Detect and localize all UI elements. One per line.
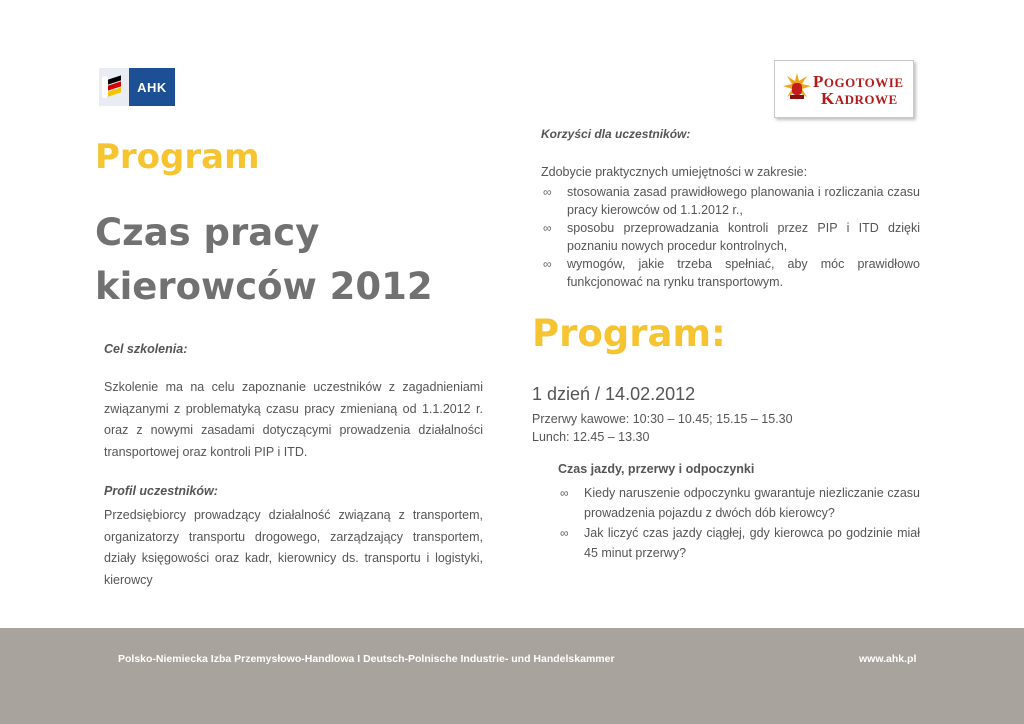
infinity-bullet-icon: ∞: [560, 526, 569, 540]
czas-list: [558, 483, 920, 563]
break-times: [532, 410, 793, 446]
coffee-breaks: Przerwy kawowe: 10:30 – 10.45; 15.15 – 15.30: [532, 412, 793, 426]
infinity-bullet-icon: ∞: [543, 257, 552, 271]
list-item: ∞ sposobu przeprowadzania kontroli przez PIP i ITD dzięki poznaniu nowych procedur kontrolnych,: [543, 221, 920, 253]
infinity-bullet-icon: ∞: [543, 185, 552, 199]
lunch-time: Lunch: 12.45 – 13.30: [532, 430, 650, 444]
profil-heading: Profil uczestników:: [104, 484, 218, 498]
pogotowie-kadrowe-logo: [774, 60, 914, 118]
program-schedule-title: Program:: [532, 312, 726, 355]
main-title-line2: kierowców 2012: [95, 265, 433, 308]
infinity-bullet-icon: ∞: [560, 486, 569, 500]
korzysci-heading: Korzyści dla uczestników:: [541, 127, 691, 141]
cel-heading: Cel szkolenia:: [104, 342, 188, 356]
siren-icon: [783, 73, 811, 103]
ahk-logo: [99, 68, 175, 106]
list-item: ∞ stosowania zasad prawidłowego planowania i rozliczania czasu pracy kierowców od 1.1.2012 r.,: [543, 185, 920, 217]
list-item: ∞ wymogów, jakie trzeba spełniać, aby móc prawidłowo funkcjonować na rynku transportowym.: [543, 257, 920, 289]
profil-text: Przedsiębiorcy prowadzący działalność związaną z transportem, organizatorzy transportu drogowego, zarządzający transportem, działy księgowości oraz kadr, kierownicy ds. transportu i logistyki, kierowcy: [104, 508, 483, 587]
cel-text: Szkolenie ma na celu zapoznanie uczestników z zagadnieniami związanymi z problematyką czasu pracy zmienianą od 1.1.2012 r. oraz z nowymi zasadami dotyczącymi prowadzenia działalności transportowej oraz kontroli PIP i ITD.: [104, 380, 483, 459]
list-item: ∞ Jak liczyć czas jazdy ciągłej, gdy kierowca po godzinie miał 45 minut przerwy?: [558, 523, 920, 563]
footer-website-link[interactable]: www.ahk.pl: [859, 653, 917, 665]
footer-chamber-name: Polsko-Niemiecka Izba Przemysłowo-Handlowa I Deutsch-Polnische Industrie- und Handelskammer: [118, 653, 615, 665]
day-title: 1 dzień / 14.02.2012: [532, 384, 696, 404]
korzysci-list: [541, 183, 920, 291]
footer: [0, 628, 1024, 724]
pk-logo-line2: KADROWE: [821, 89, 898, 108]
ahk-logo-text: AHK: [129, 68, 175, 106]
infinity-bullet-icon: ∞: [543, 221, 552, 235]
main-title: [95, 206, 433, 314]
korzysci-intro: Zdobycie praktycznych umiejętności w zakresie:: [541, 165, 808, 179]
main-title-line1: Czas pracy: [95, 211, 320, 254]
ahk-flag-icon: [99, 68, 129, 106]
czas-heading: Czas jazdy, przerwy i odpoczynki: [558, 462, 755, 476]
program-title: Program: [95, 137, 260, 177]
list-item: ∞ Kiedy naruszenie odpoczynku gwarantuje niezliczanie czasu prowadzenia pojazdu z dwóch dób kierowcy?: [558, 483, 920, 523]
pk-logo-line1: POGOTOWIE: [813, 72, 904, 91]
